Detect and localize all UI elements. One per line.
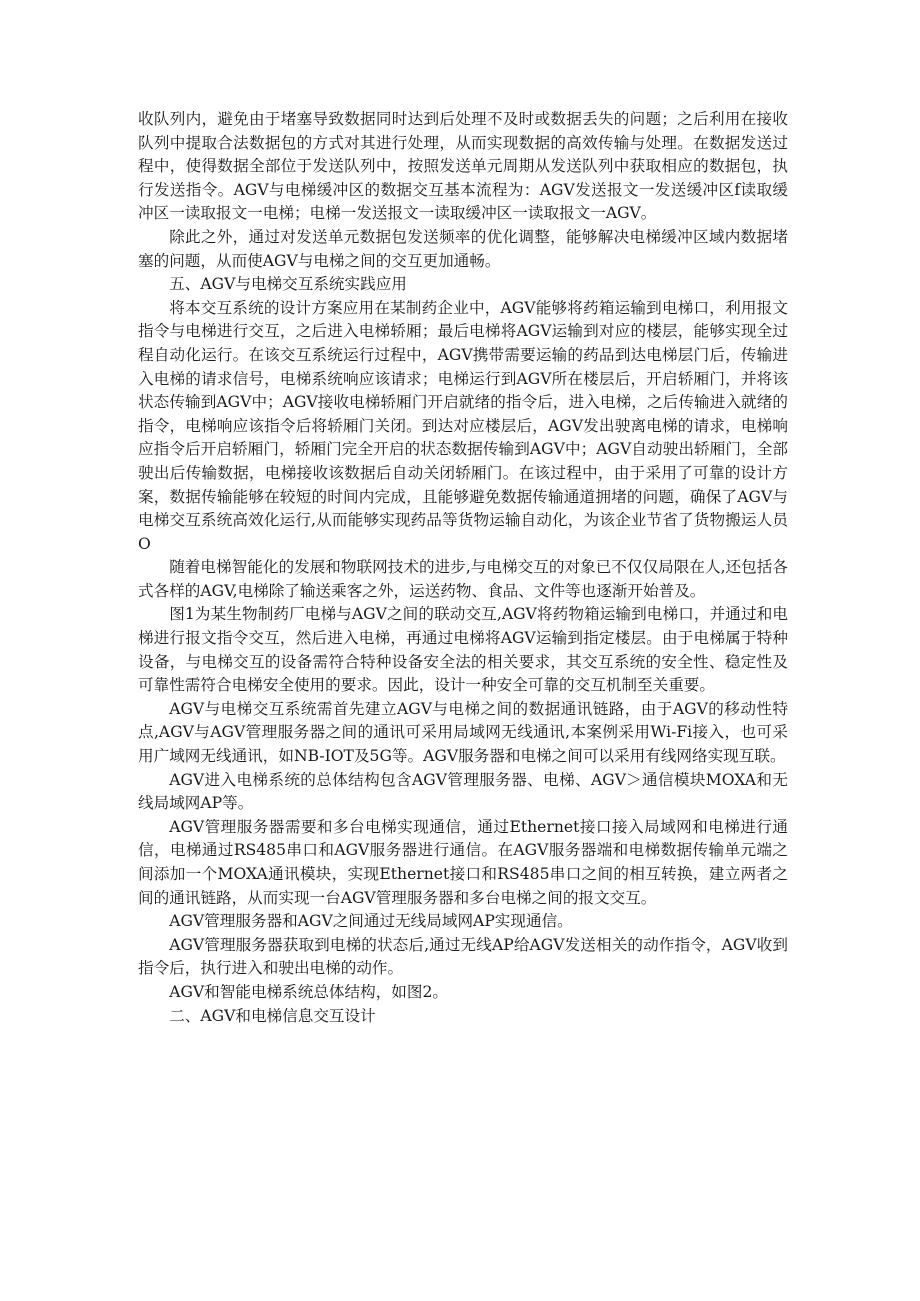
paragraph-buffer-flow: 收队列内，避免由于堵塞导致数据同时达到后处理不及时或数据丢失的问题；之后利用在接收队列中提取合法数据包的方式对其进行处理，从而实现数据的高效传输与处理。在数据发送过程中，使得数据全部位于发送队列中，按照发送单元周期从发送队列中获取相应的数据包，执行发送指令。AGV与电梯缓冲区的数据交互基本流程为：AGV发送报文一发送缓冲区f读取缓冲区一读取报文一电梯；电梯一发送报文一读取缓冲区一读取报文一AGV。 <box>138 110 788 223</box>
section-heading-practice: 五、AGV与电梯交互系统实践应用 <box>169 275 407 294</box>
paragraph-pharma-application: 将本交互系统的设计方案应用在某制药企业中，AGV能够将药箱运输到电梯口，利用报文指令与电梯进行交互，之后进入电梯轿厢；最后电梯将AGV运输到对应的楼层，能够实现全过程自动化运行。在该交互系统运行过程中，AGV携带需要运输的药品到达电梯层门后，传输进入电梯的请求信号，电梯系统响应该请求；电梯运行到AGV所在楼层后，开启轿厢门，并将该状态传输到AGV中；AGV接收电梯轿厢门开启就绪的指令后，进入电梯，之后传输进入就绪的指令，电梯响应该指令后将轿厢门关闭。到达对应楼层后，AGV发出驶离电梯的请求，电梯响应指令后开启轿厢门，轿厢门完全开启的状态数据传输到AGV中；AGV自动驶出轿厢门，全部驶出后传输数据，电梯接收该数据后自动关闭轿厢门。在该过程中，由于采用了可靠的设计方案，数据传输能够在较短的时间内完成，且能够避免数据传输通道拥堵的问题，确保了AGV与电梯交互系统高效化运行,从而能够实现药品等货物运输自动化，为该企业节省了货物搬运人员O <box>138 298 788 553</box>
paragraph-system-structure: AGV进入电梯系统的总体结构包含AGV管理服务器、电梯、AGV＞通信模块MOXA和无线局域网AP等。 <box>138 770 788 813</box>
paragraph-iot-development: 随着电梯智能化的发展和物联网技术的进步,与电梯交互的对象已不仅仅局限在人,还包括各式各样的AGV,电梯除了输送乘客之外，运送药物、食品、文件等也逐渐开始普及。 <box>138 558 788 600</box>
section-heading-interaction-design: 二、AGV和电梯信息交互设计 <box>169 1006 376 1025</box>
paragraph-wireless-ap: AGV管理服务器和AGV之间通过无线局域网AP实现通信。 <box>169 912 573 931</box>
paragraph-figure-1: 图1为某生物制药厂电梯与AGV之间的联动交互,AGV将药物箱运输到电梯口，并通过和电梯进行报文指令交互，然后进入电梯，再通过电梯将AGV运输到指定楼层。由于电梯属于特种设备，与电梯交互的设备需符合特种设备安全法的相关要求，其交互系统的安全性、稳定性及可靠性需符合电梯安全使用的要求。因此，设计一种安全可靠的交互机制至关重要。 <box>138 605 788 695</box>
paragraph-communication-link: AGV与电梯交互系统需首先建立AGV与电梯之间的数据通讯链路，由于AGV的移动性特点,AGV与AGV管理服务器之间的通讯可采用局域网无线通讯,本案例采用Wi-Fi接入，也可采用广域网无线通讯，如NB-IOT及5G等。AGV服务器和电梯之间可以采用有线网络实现互联。 <box>138 699 788 766</box>
document-body <box>138 108 788 1028</box>
paragraph-figure-2: AGV和智能电梯系统总体结构，如图2。 <box>169 982 448 1001</box>
paragraph-server-communication: AGV管理服务器需要和多台电梯实现通信，通过Ethernet接口接入局域网和电梯进行通信，电梯通过RS485串口和AGV服务器进行通信。在AGV服务器端和电梯数据传输单元端之间添加一个MOXA通讯模块，实现Ethernet接口和RS485串口之间的相互转换，建立两者之间的通讯链路，从而实现一台AGV管理服务器和多台电梯之间的报文交互。 <box>138 817 788 907</box>
paragraph-send-frequency: 除此之外，通过对发送单元数据包发送频率的优化调整，能够解决电梯缓冲区域内数据堵塞的问题，从而使AGV与电梯之间的交互更加通畅。 <box>138 227 788 270</box>
paragraph-action-commands: AGV管理服务器获取到电梯的状态后,通过无线AP给AGV发送相关的动作指令，AGV收到指令后，执行进入和驶出电梯的动作。 <box>138 935 788 978</box>
